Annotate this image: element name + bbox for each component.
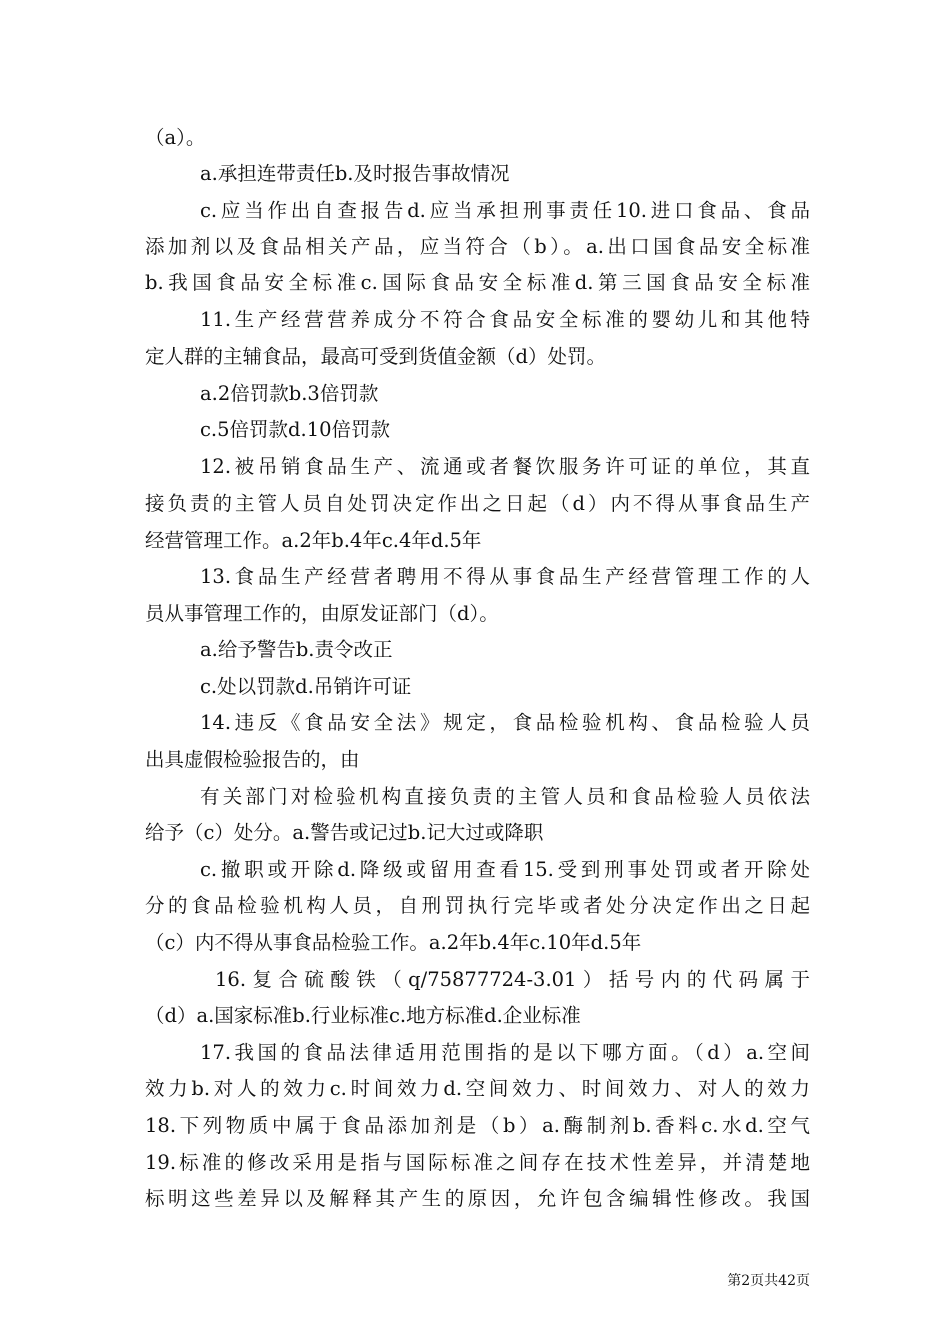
text-line: b.我国食品安全标准c.国际食品安全标准d.第三国食品安全标准 — [145, 271, 810, 294]
text-line: 出具虚假检验报告的，由 — [145, 748, 360, 771]
text-line: a.给予警告b.责令改正 — [200, 638, 393, 661]
text-line: 分的食品检验机构人员，自刑罚执行完毕或者处分决定作出之日起 — [145, 894, 810, 917]
text-line: 12.被吊销食品生产、流通或者餐饮服务许可证的单位，其直 — [200, 455, 810, 478]
page-number: 第2页共42页 — [727, 1273, 810, 1289]
text-line: 标明这些差异以及解释其产生的原因，允许包含编辑性修改。我国 — [145, 1187, 810, 1210]
text-line: 给予（c）处分。a.警告或记过b.记大过或降职 — [145, 821, 544, 844]
text-line: 定人群的主辅食品，最高可受到货值金额（d）处罚。 — [145, 345, 606, 368]
text-line: 19.标准的修改采用是指与国际标准之间存在技术性差异，并清楚地 — [145, 1151, 810, 1174]
text-line: c.处以罚款d.吊销许可证 — [200, 675, 412, 698]
text-line: （a）。 — [145, 126, 206, 149]
text-line: 14.违反《食品安全法》规定，食品检验机构、食品检验人员 — [200, 711, 810, 734]
text-line: 添加剂以及食品相关产品，应当符合（b）。a.出口国食品安全标准 — [145, 235, 810, 258]
text-line: 效力b.对人的效力c.时间效力d.空间效力、时间效力、对人的效力 — [145, 1077, 810, 1100]
text-line: （c）内不得从事食品检验工作。a.2年b.4年c.10年d.5年 — [145, 931, 642, 954]
text-line: 13.食品生产经营者聘用不得从事食品生产经营管理工作的人 — [200, 565, 810, 588]
text-line: c.5倍罚款d.10倍罚款 — [200, 418, 391, 441]
text-line: c.应当作出自查报告d.应当承担刑事责任10.进口食品、食品 — [200, 199, 810, 222]
text-line: （d）a.国家标准b.行业标准c.地方标准d.企业标准 — [145, 1004, 581, 1027]
text-line: a.2倍罚款b.3倍罚款 — [200, 382, 379, 405]
text-line: 员从事管理工作的，由原发证部门（d）。 — [145, 602, 499, 625]
text-line: 11.生产经营营养成分不符合食品安全标准的婴幼儿和其他特 — [200, 308, 810, 331]
text-line: 17.我国的食品法律适用范围指的是以下哪方面。（d）a.空间 — [200, 1041, 810, 1064]
text-line: c.撤职或开除d.降级或留用查看15.受到刑事处罚或者开除处 — [200, 858, 810, 881]
text-line: 经营管理工作。a.2年b.4年c.4年d.5年 — [145, 529, 482, 552]
text-line: 接负责的主管人员自处罚决定作出之日起（d）内不得从事食品生产 — [145, 492, 810, 515]
text-line: 18.下列物质中属于食品添加剂是（b）a.酶制剂b.香料c.水d.空气 — [145, 1114, 810, 1137]
text-line: 16.复合硫酸铁（q/75877724-3.01）括号内的代码属于 — [215, 968, 810, 991]
text-line: a.承担连带责任b.及时报告事故情况 — [200, 162, 510, 185]
text-line: 有关部门对检验机构直接负责的主管人员和食品检验人员依法 — [200, 785, 810, 808]
